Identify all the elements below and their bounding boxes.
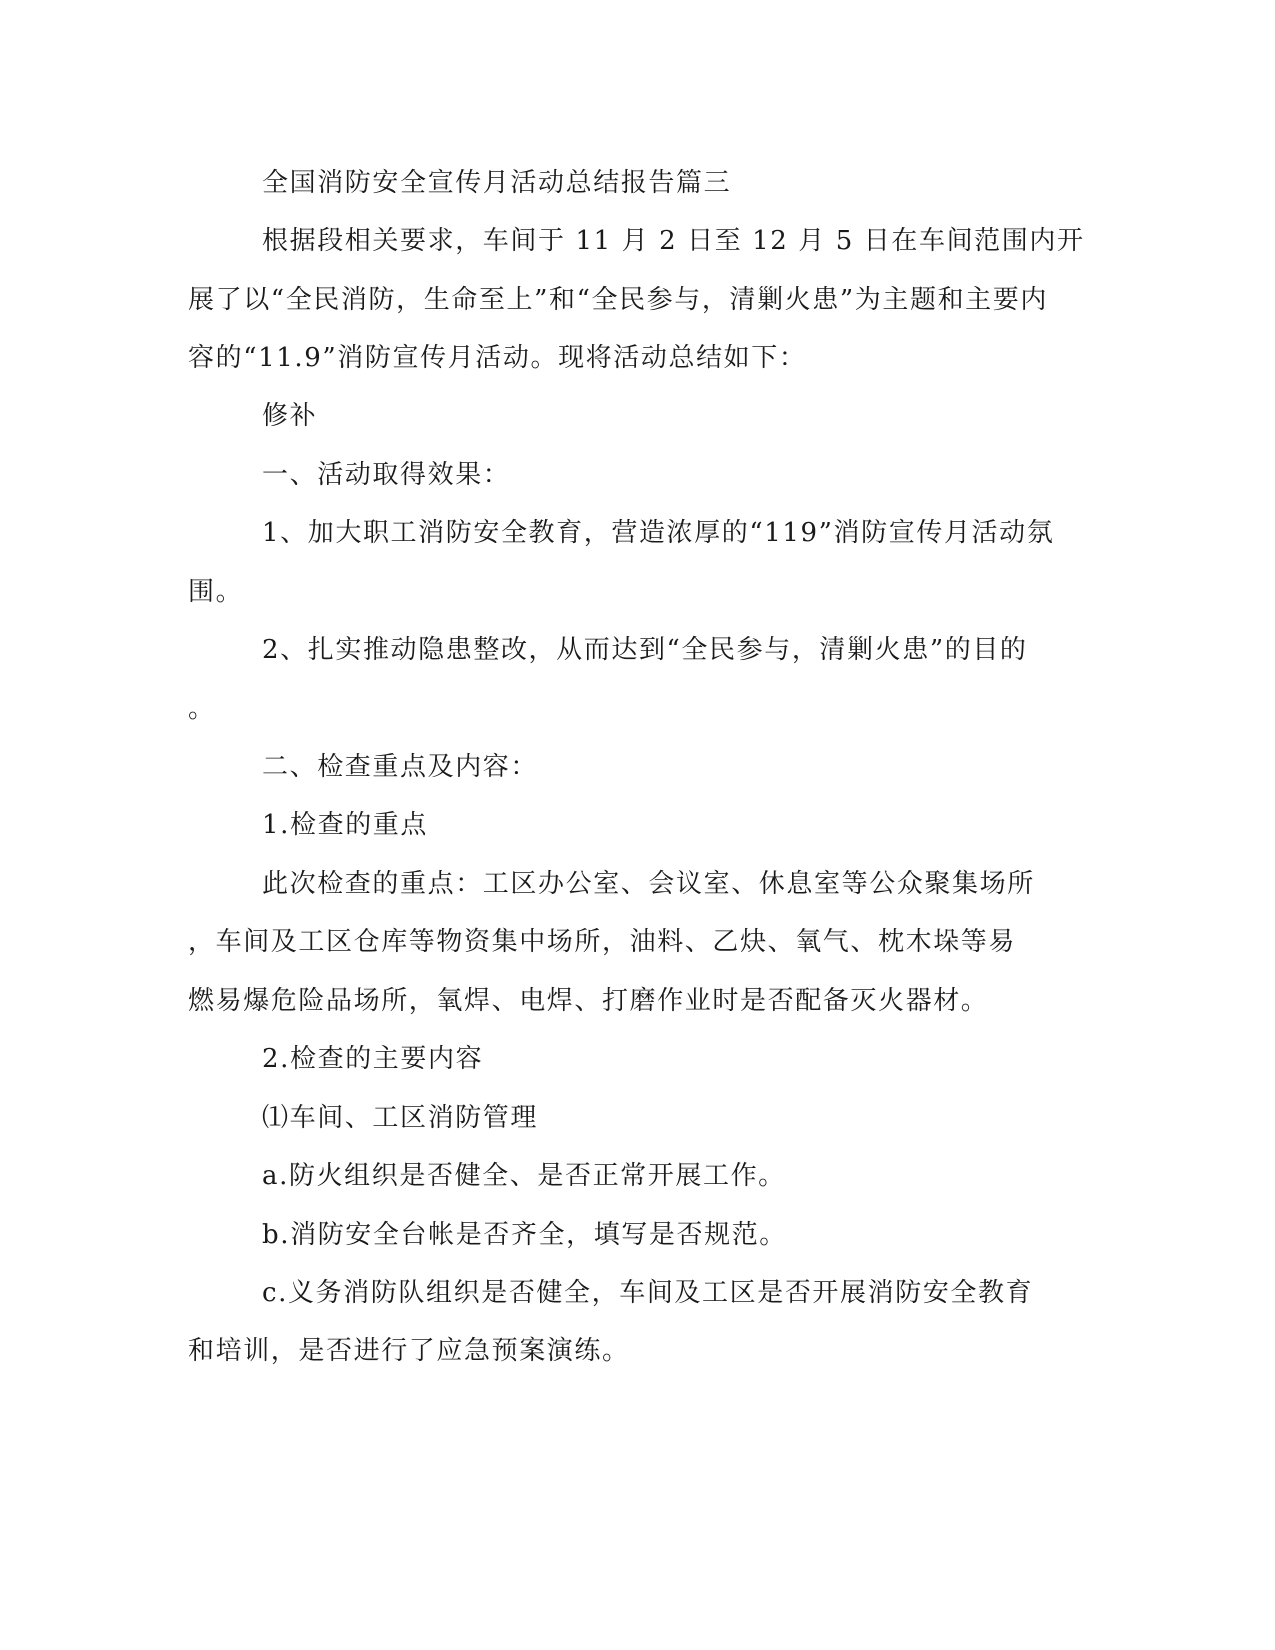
- item-c-line-2: 和培训，是否进行了应急预案演练。: [188, 1336, 630, 1366]
- intro-line-2: 展了以“全民消防，生命至上”和“全民参与，清剿火患”为主题和主要内: [188, 285, 1048, 315]
- focus-line-3: 燃易爆危险品场所，氧焊、电焊、打磨作业时是否配备灭火器材。: [188, 986, 989, 1016]
- section-2-heading: 二、检查重点及内容：: [262, 752, 539, 782]
- item-a: a.防火组织是否健全、是否正常开展工作。: [262, 1161, 786, 1191]
- section-1-item-1-line-2: 围。: [188, 577, 244, 607]
- section-1-heading: 一、活动取得效果：: [262, 460, 511, 490]
- section-2-subheading-2: 2.检查的主要内容: [262, 1044, 484, 1074]
- intro-line-3: 容的“11.9”消防宣传月活动。现将活动总结如下：: [188, 343, 807, 373]
- item-b: b.消防安全台帐是否齐全，填写是否规范。: [262, 1220, 787, 1250]
- item-c-line-1: c.义务消防队组织是否健全，车间及工区是否开展消防安全教育: [262, 1278, 1034, 1308]
- section-2-subheading-2-1: ⑴车间、工区消防管理: [262, 1103, 539, 1133]
- document-title: 全国消防安全宣传月活动总结报告篇三: [262, 168, 732, 198]
- note-text: 修补: [262, 401, 318, 431]
- intro-line-1: 根据段相关要求，车间于 11 月 2 日至 12 月 5 日在车间范围内开: [262, 226, 1085, 256]
- focus-line-1: 此次检查的重点：工区办公室、会议室、休息室等公众聚集场所: [262, 869, 1035, 899]
- section-1-item-1-line-1: 1、加大职工消防安全教育，营造浓厚的“119”消防宣传月活动氛: [262, 518, 1055, 548]
- focus-line-2: ，车间及工区仓库等物资集中场所，油料、乙炔、氧气、枕木垛等易: [188, 927, 1017, 957]
- section-2-subheading-1: 1.检查的重点: [262, 810, 429, 840]
- section-1-item-2-line-1: 2、扎实推动隐患整改，从而达到“全民参与，清剿火患”的目的: [262, 635, 1028, 665]
- section-1-item-2-line-2: 。: [188, 694, 216, 724]
